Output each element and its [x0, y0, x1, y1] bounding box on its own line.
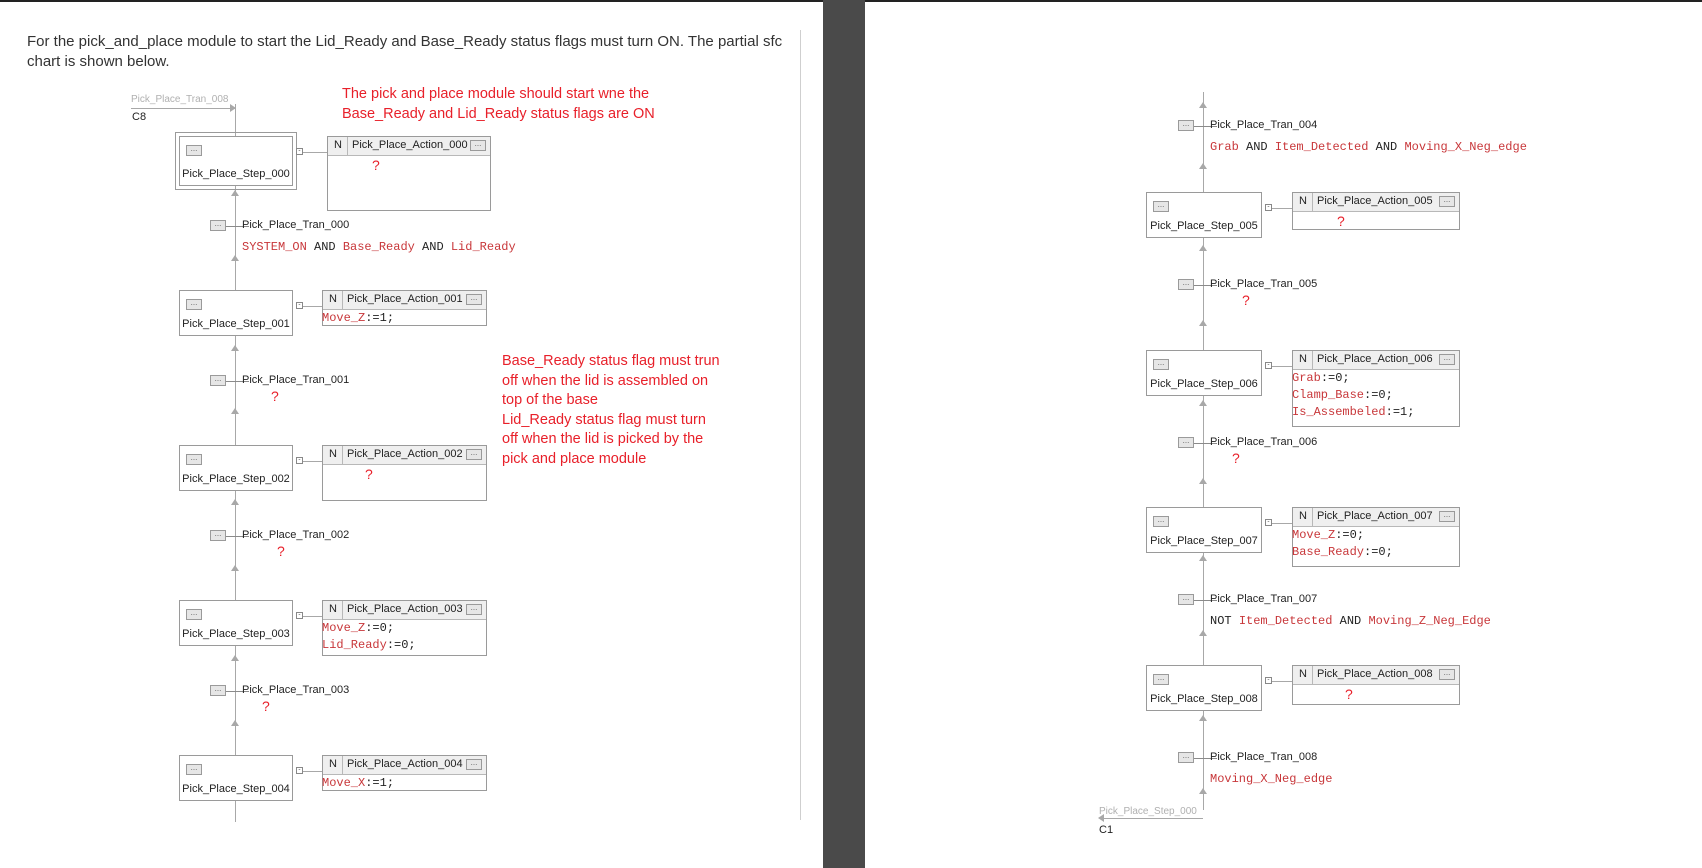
action-token-keyword: :=1;	[365, 311, 395, 325]
action-options-button[interactable]: ...	[1439, 511, 1455, 522]
transition-unknown-mark: ?	[1242, 292, 1250, 308]
action-token-keyword: :=0;	[1364, 388, 1393, 402]
action-line	[322, 775, 394, 792]
action-name: Pick_Place_Action_003	[347, 603, 463, 615]
transition-condition	[242, 240, 516, 254]
start-condition-note: The pick and place module should start wne the Base_Ready and Lid_Ready status flags are ON	[342, 86, 655, 122]
flow-arrow-icon	[1199, 320, 1207, 326]
step-collapse-button[interactable]: -	[296, 148, 303, 155]
action-body	[1292, 370, 1414, 421]
exit-link	[1100, 818, 1203, 819]
action-header-divider	[342, 291, 343, 309]
step-options-button[interactable]: ...	[1153, 201, 1169, 212]
step-collapse-button[interactable]: -	[296, 457, 303, 464]
action-token-variable: Move_Z	[322, 311, 366, 325]
action-qualifier: N	[1299, 353, 1307, 365]
page-gutter	[823, 0, 865, 868]
step-collapse-button[interactable]: -	[1265, 362, 1272, 369]
action-qualifier: N	[329, 448, 337, 460]
action-unknown-mark: ?	[365, 466, 373, 482]
condition-token-variable: Base_Ready	[342, 240, 415, 254]
action-header	[1293, 351, 1459, 370]
action-qualifier: N	[1299, 195, 1307, 207]
condition-token-variable: Grab	[1210, 140, 1239, 154]
action-header-divider	[1312, 193, 1313, 211]
flow-arrow-icon	[1199, 102, 1207, 108]
transition-name: Pick_Place_Tran_008	[1210, 751, 1318, 763]
transition-condition	[1210, 614, 1491, 628]
step-action-link	[1272, 681, 1292, 682]
step-options-button[interactable]: ...	[186, 145, 202, 156]
sfc-step[interactable]	[1146, 192, 1262, 238]
transition-options-button[interactable]: ...	[1178, 279, 1194, 290]
step-action-link	[303, 152, 327, 153]
action-options-button[interactable]: ...	[1439, 669, 1455, 680]
transition-options-button[interactable]: ...	[1178, 437, 1194, 448]
column-divider	[800, 30, 801, 820]
transition-name: Pick_Place_Tran_001	[242, 374, 350, 386]
condition-token-variable: Moving_Z_Neg_Edge	[1368, 614, 1491, 628]
action-unknown-mark: ?	[1337, 213, 1345, 229]
action-token-variable: Is_Assembeled	[1292, 405, 1386, 419]
action-header-divider	[1312, 351, 1313, 369]
action-token-variable: Move_Z	[322, 621, 366, 635]
action-token-keyword: :=0;	[386, 638, 416, 652]
flow-arrow-icon	[231, 499, 239, 505]
step-options-button[interactable]: ...	[186, 764, 202, 775]
action-line	[322, 620, 416, 637]
sfc-action[interactable]	[1292, 665, 1460, 705]
step-name: Pick_Place_Step_004	[182, 783, 290, 795]
step-options-button[interactable]: ...	[186, 454, 202, 465]
action-token-variable: Base_Ready	[1292, 545, 1365, 559]
flow-arrow-icon	[231, 408, 239, 414]
flow-arrow-icon	[231, 720, 239, 726]
step-action-link	[1272, 523, 1292, 524]
action-token-variable: Grab	[1292, 371, 1321, 385]
step-options-button[interactable]: ...	[1153, 359, 1169, 370]
entry-arrow-icon	[230, 104, 236, 112]
sfc-step[interactable]	[1146, 665, 1262, 711]
condition-token-keyword: AND	[1238, 140, 1275, 154]
sfc-action[interactable]	[1292, 350, 1460, 427]
transition-unknown-mark: ?	[271, 388, 279, 404]
action-header	[1293, 666, 1459, 685]
transition-options-button[interactable]: ...	[1178, 752, 1194, 763]
step-options-button[interactable]: ...	[1153, 516, 1169, 527]
action-name: Pick_Place_Action_004	[347, 758, 463, 770]
action-line	[1292, 527, 1393, 544]
step-action-link	[303, 616, 322, 617]
action-token-variable: Clamp_Base	[1292, 388, 1365, 402]
sfc-action[interactable]	[1292, 507, 1460, 567]
transition-name: Pick_Place_Tran_007	[1210, 593, 1318, 605]
step-action-link	[1272, 208, 1292, 209]
action-header	[328, 137, 490, 156]
sfc-action[interactable]	[327, 136, 491, 211]
action-options-button[interactable]: ...	[1439, 354, 1455, 365]
step-name: Pick_Place_Step_003	[182, 628, 290, 640]
action-qualifier: N	[1299, 510, 1307, 522]
condition-token-variable: Item_Detected	[1238, 614, 1333, 628]
entry-transition-ghost: Pick_Place_Tran_008	[131, 94, 229, 105]
action-name: Pick_Place_Action_006	[1317, 353, 1433, 365]
condition-token-keyword: AND	[1368, 140, 1405, 154]
step-name: Pick_Place_Step_008	[1150, 693, 1258, 705]
action-name: Pick_Place_Action_005	[1317, 195, 1433, 207]
action-token-variable: Move_Z	[1292, 528, 1336, 542]
sfc-action[interactable]	[322, 445, 487, 501]
step-collapse-button[interactable]: -	[296, 302, 303, 309]
transition-name: Pick_Place_Tran_000	[242, 219, 350, 231]
action-name: Pick_Place_Action_008	[1317, 668, 1433, 680]
action-header-divider	[1312, 508, 1313, 526]
action-line	[1292, 387, 1414, 404]
sfc-step[interactable]	[179, 290, 293, 336]
flow-arrow-icon	[1199, 400, 1207, 406]
action-qualifier: N	[329, 293, 337, 305]
action-token-keyword: :=0;	[1335, 528, 1365, 542]
action-header-divider	[1312, 666, 1313, 684]
transition-unknown-mark: ?	[262, 698, 270, 714]
step-collapse-button[interactable]: -	[1265, 204, 1272, 211]
action-token-variable: Move_X	[322, 776, 366, 790]
condition-token-keyword: AND	[414, 240, 451, 254]
action-header	[323, 756, 486, 775]
step-name: Pick_Place_Step_001	[182, 318, 290, 330]
sfc-action[interactable]	[322, 290, 487, 326]
action-header-divider	[347, 137, 348, 155]
action-qualifier: N	[334, 139, 342, 151]
sfc-step[interactable]	[179, 445, 293, 491]
condition-token-variable: Moving_X_Neg_edge	[1404, 140, 1527, 154]
transition-options-button[interactable]: ...	[210, 220, 226, 231]
condition-token-variable: SYSTEM_ON	[242, 240, 307, 254]
action-options-button[interactable]: ...	[1439, 196, 1455, 207]
transition-options-button[interactable]: ...	[210, 375, 226, 386]
action-header-divider	[342, 601, 343, 619]
transition-condition	[1210, 772, 1332, 786]
sfc-action[interactable]	[322, 600, 487, 656]
step-action-link	[303, 306, 322, 307]
action-options-button[interactable]: ...	[470, 140, 486, 151]
transition-name: Pick_Place_Tran_005	[1210, 278, 1318, 290]
sfc-action[interactable]	[1292, 192, 1460, 230]
action-token-keyword: :=0;	[365, 621, 395, 635]
step-action-link	[303, 461, 322, 462]
exit-step-ghost: Pick_Place_Step_000	[1099, 806, 1197, 817]
condition-token-keyword: NOT	[1210, 614, 1239, 628]
action-token-keyword: :=0;	[1320, 371, 1350, 385]
action-line	[322, 637, 416, 654]
step-action-link	[1272, 366, 1292, 367]
step-name: Pick_Place_Step_007	[1150, 535, 1258, 547]
transition-name: Pick_Place_Tran_004	[1210, 119, 1318, 131]
intro-text: For the pick_and_place module to start the Lid_Ready and Base_Ready status flags must turn ON. The partial sfc chart is shown below.	[27, 33, 783, 70]
sfc-step[interactable]	[179, 755, 293, 801]
action-body	[322, 775, 394, 792]
sfc-step[interactable]	[1146, 350, 1262, 396]
step-collapse-button[interactable]: -	[1265, 677, 1272, 684]
flow-arrow-icon	[1199, 715, 1207, 721]
action-body	[322, 310, 394, 327]
action-unknown-mark: ?	[372, 157, 380, 173]
step-name: Pick_Place_Step_002	[182, 473, 290, 485]
transition-condition	[1210, 140, 1527, 154]
sfc-step[interactable]	[179, 600, 293, 646]
condition-token-variable: Item_Detected	[1274, 140, 1369, 154]
action-header	[323, 446, 486, 465]
action-qualifier: N	[329, 603, 337, 615]
step-collapse-button[interactable]: -	[296, 767, 303, 774]
action-token-keyword: :=0;	[1364, 545, 1393, 559]
action-line	[1292, 404, 1414, 421]
condition-token-keyword: AND	[1332, 614, 1369, 628]
flow-arrow-icon	[231, 255, 239, 261]
flow-arrow-icon	[1199, 163, 1207, 169]
sfc-action[interactable]	[322, 755, 487, 791]
action-token-keyword: :=1;	[365, 776, 395, 790]
transition-unknown-mark: ?	[277, 543, 285, 559]
flow-arrow-icon	[1199, 245, 1207, 251]
step-action-link	[303, 771, 322, 772]
exit-reference: C1	[1099, 824, 1114, 836]
action-line	[1292, 370, 1414, 387]
transition-name: Pick_Place_Tran_006	[1210, 436, 1318, 448]
flow-arrow-icon	[231, 655, 239, 661]
action-line	[322, 310, 394, 327]
flow-arrow-icon	[1199, 555, 1207, 561]
transition-name: Pick_Place_Tran_002	[242, 529, 350, 541]
action-name: Pick_Place_Action_007	[1317, 510, 1433, 522]
action-options-button[interactable]: ...	[466, 604, 482, 615]
sfc-step[interactable]	[179, 136, 293, 186]
action-qualifier: N	[329, 758, 337, 770]
step-options-button[interactable]: ...	[186, 299, 202, 310]
entry-reference: C8	[132, 111, 147, 123]
step-name: Pick_Place_Step_005	[1150, 220, 1258, 232]
step-name: Pick_Place_Step_000	[182, 168, 290, 180]
flow-arrow-icon	[1199, 478, 1207, 484]
entry-link	[131, 108, 235, 109]
step-collapse-button[interactable]: -	[1265, 519, 1272, 526]
step-name: Pick_Place_Step_006	[1150, 378, 1258, 390]
flow-arrow-icon	[231, 190, 239, 196]
action-header	[323, 601, 486, 620]
action-header-divider	[342, 756, 343, 774]
transition-unknown-mark: ?	[1232, 450, 1240, 466]
condition-token-keyword: AND	[306, 240, 343, 254]
action-name: Pick_Place_Action_000	[352, 139, 468, 151]
step-options-button[interactable]: ...	[1153, 674, 1169, 685]
transition-name: Pick_Place_Tran_003	[242, 684, 350, 696]
flow-arrow-icon	[231, 345, 239, 351]
action-options-button[interactable]: ...	[466, 449, 482, 460]
action-line	[1292, 544, 1393, 561]
action-header	[1293, 508, 1459, 527]
sfc-step[interactable]	[1146, 507, 1262, 553]
action-header	[1293, 193, 1459, 212]
action-options-button[interactable]: ...	[466, 294, 482, 305]
transition-options-button[interactable]: ...	[1178, 594, 1194, 605]
step-options-button[interactable]: ...	[186, 609, 202, 620]
flow-arrow-icon	[231, 565, 239, 571]
action-body	[322, 620, 416, 654]
transition-options-button[interactable]: ...	[210, 530, 226, 541]
action-qualifier: N	[1299, 668, 1307, 680]
flow-arrow-icon	[1199, 788, 1207, 794]
action-token-keyword: :=1;	[1385, 405, 1415, 419]
action-token-variable: Lid_Ready	[322, 638, 387, 652]
status-flags-note: Base_Ready status flag must trun off when the lid is assembled on top of the base Lid_Ready status flag must turn off when the lid is picked by the pick and place module	[502, 353, 720, 467]
action-name: Pick_Place_Action_002	[347, 448, 463, 460]
transition-options-button[interactable]: ...	[210, 685, 226, 696]
action-options-button[interactable]: ...	[466, 759, 482, 770]
transition-options-button[interactable]: ...	[1178, 120, 1194, 131]
action-body	[1292, 527, 1393, 561]
flow-arrow-icon	[1199, 630, 1207, 636]
condition-token-variable: Lid_Ready	[450, 240, 516, 254]
action-header	[323, 291, 486, 310]
action-name: Pick_Place_Action_001	[347, 293, 463, 305]
condition-token-variable: Moving_X_Neg_edge	[1210, 772, 1333, 786]
step-collapse-button[interactable]: -	[296, 612, 303, 619]
action-header-divider	[342, 446, 343, 464]
action-unknown-mark: ?	[1345, 686, 1353, 702]
